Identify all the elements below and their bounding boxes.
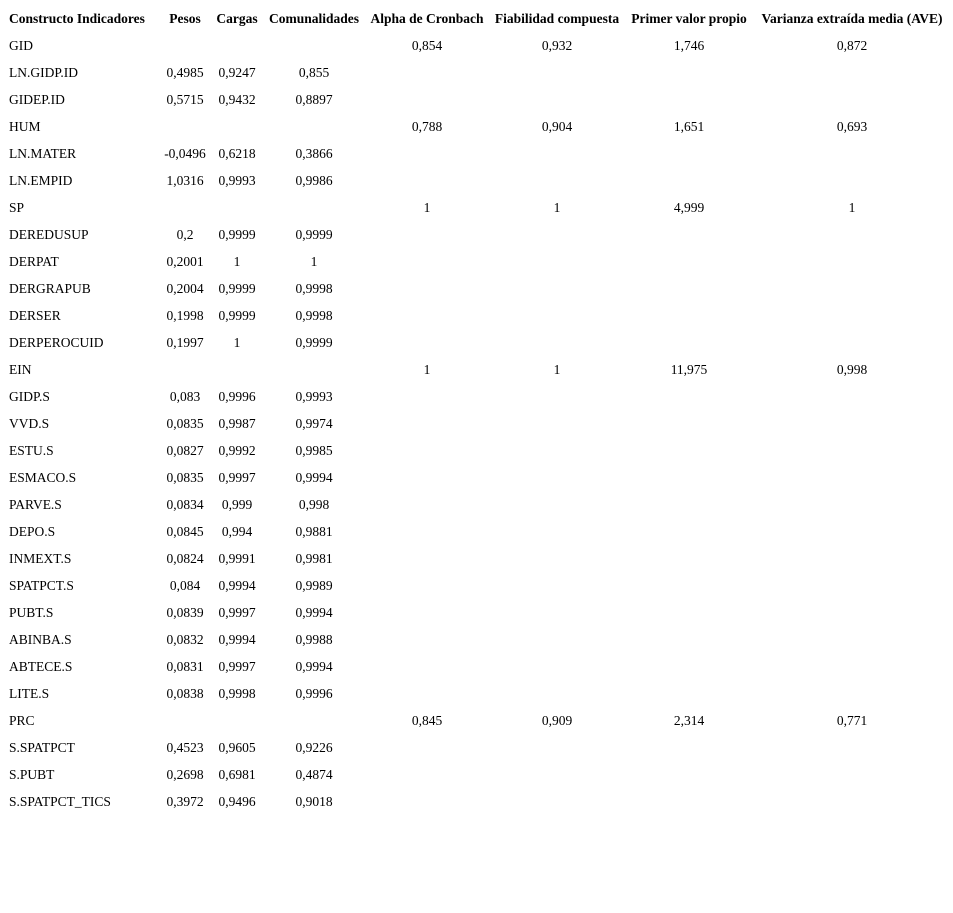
results-table [5, 5, 951, 815]
comunalidades-cell: 0,9999 [295, 334, 333, 350]
indicator-cell: INMEXT.S [9, 550, 72, 566]
cargas-cell: 0,9998 [218, 685, 256, 701]
valor-propio-cell: 1,651 [673, 118, 705, 134]
col-header-comunalidades: Comunalidades [268, 10, 360, 26]
table-row [5, 680, 951, 707]
indicator-cell: HUM [9, 118, 41, 134]
valor-propio-cell [625, 167, 753, 194]
cargas-cell: 0,9997 [218, 604, 256, 620]
cargas-cell: 0,9247 [218, 64, 256, 80]
table-row [5, 302, 951, 329]
alpha-cell [365, 734, 489, 761]
alpha-cell: 0,788 [411, 118, 443, 134]
table-row [5, 113, 951, 140]
table-row [5, 32, 951, 59]
fiabilidad-cell [489, 680, 625, 707]
table-row [5, 167, 951, 194]
ave-cell [753, 626, 951, 653]
fiabilidad-cell [489, 464, 625, 491]
valor-propio-cell [625, 140, 753, 167]
fiabilidad-cell [489, 653, 625, 680]
fiabilidad-cell: 0,904 [541, 118, 573, 134]
comunalidades-cell: 0,9981 [295, 550, 333, 566]
alpha-cell [365, 140, 489, 167]
alpha-cell [365, 761, 489, 788]
alpha-cell: 1 [423, 199, 431, 215]
fiabilidad-cell: 0,909 [541, 712, 573, 728]
pesos-cell: 0,2698 [166, 766, 204, 782]
alpha-cell [365, 86, 489, 113]
pesos-cell: 0,5715 [166, 91, 204, 107]
ave-cell [753, 572, 951, 599]
indicator-cell: LN.MATER [9, 145, 77, 161]
valor-propio-cell [625, 788, 753, 815]
ave-cell [753, 329, 951, 356]
valor-propio-cell [625, 680, 753, 707]
cargas-cell [211, 32, 263, 59]
fiabilidad-cell: 0,932 [541, 37, 573, 53]
indicator-cell: DERSER [9, 307, 61, 323]
table-body [5, 32, 951, 815]
cargas-cell [211, 356, 263, 383]
pesos-cell: 0,0845 [166, 523, 204, 539]
table-row [5, 248, 951, 275]
ave-cell [753, 59, 951, 86]
alpha-cell [365, 788, 489, 815]
fiabilidad-cell [489, 302, 625, 329]
cargas-cell: 0,9999 [218, 280, 256, 296]
pesos-cell [159, 707, 211, 734]
indicator-cell: PARVE.S [9, 496, 62, 512]
pesos-cell: 0,3972 [166, 793, 204, 809]
alpha-cell [365, 329, 489, 356]
cargas-cell: 0,9994 [218, 577, 256, 593]
cargas-cell: 0,9996 [218, 388, 256, 404]
fiabilidad-cell [489, 275, 625, 302]
ave-cell [753, 437, 951, 464]
table-row [5, 221, 951, 248]
pesos-cell: 0,0835 [166, 469, 204, 485]
indicator-cell: PUBT.S [9, 604, 54, 620]
pesos-cell: 0,4523 [166, 739, 204, 755]
cargas-cell: 0,9605 [218, 739, 256, 755]
indicator-cell: LN.GIDP.ID [9, 64, 78, 80]
table-row [5, 491, 951, 518]
col-header-fiabilidad: Fiabilidad compuesta [494, 10, 620, 26]
indicator-cell: S.PUBT [9, 766, 55, 782]
comunalidades-cell: 0,8897 [295, 91, 333, 107]
pesos-cell: 0,2004 [166, 280, 204, 296]
pesos-cell: 0,0834 [166, 496, 204, 512]
cargas-cell: 0,9993 [218, 172, 256, 188]
ave-cell [753, 167, 951, 194]
pesos-cell: 0,2001 [166, 253, 204, 269]
ave-cell [753, 545, 951, 572]
valor-propio-cell [625, 572, 753, 599]
comunalidades-cell: 0,855 [298, 64, 330, 80]
cargas-cell: 0,994 [221, 523, 253, 539]
alpha-cell [365, 599, 489, 626]
fiabilidad-cell [489, 86, 625, 113]
fiabilidad-cell [489, 167, 625, 194]
valor-propio-cell: 4,999 [673, 199, 705, 215]
pesos-cell: 0,1998 [166, 307, 204, 323]
comunalidades-cell [263, 194, 365, 221]
comunalidades-cell: 0,3866 [295, 145, 333, 161]
pesos-cell [159, 113, 211, 140]
indicator-cell: ABTECE.S [9, 658, 73, 674]
comunalidades-cell [263, 707, 365, 734]
pesos-cell: 0,0839 [166, 604, 204, 620]
valor-propio-cell [625, 518, 753, 545]
col-header-ave: Varianza extraída media (AVE) [761, 10, 943, 26]
ave-cell [753, 140, 951, 167]
cargas-cell: 0,9991 [218, 550, 256, 566]
alpha-cell [365, 680, 489, 707]
comunalidades-cell: 0,4874 [295, 766, 333, 782]
comunalidades-cell: 0,9993 [295, 388, 333, 404]
cargas-cell: 1 [233, 334, 241, 350]
fiabilidad-cell [489, 383, 625, 410]
cargas-cell [211, 707, 263, 734]
valor-propio-cell [625, 599, 753, 626]
fiabilidad-cell [489, 221, 625, 248]
cargas-cell: 0,9432 [218, 91, 256, 107]
comunalidades-cell: 0,9998 [295, 307, 333, 323]
col-header-cargas: Cargas [216, 10, 258, 26]
alpha-cell [365, 464, 489, 491]
ave-cell [753, 599, 951, 626]
pesos-cell: 0,4985 [166, 64, 204, 80]
ave-cell [753, 410, 951, 437]
valor-propio-cell [625, 626, 753, 653]
alpha-cell [365, 491, 489, 518]
table-row [5, 599, 951, 626]
valor-propio-cell [625, 437, 753, 464]
alpha-cell [365, 383, 489, 410]
fiabilidad-cell: 1 [553, 361, 561, 377]
alpha-cell [365, 167, 489, 194]
pesos-cell [159, 194, 211, 221]
fiabilidad-cell [489, 410, 625, 437]
alpha-cell [365, 410, 489, 437]
cargas-cell: 0,9999 [218, 226, 256, 242]
comunalidades-cell [263, 32, 365, 59]
alpha-cell [365, 275, 489, 302]
table-row [5, 626, 951, 653]
pesos-cell: 0,084 [169, 577, 201, 593]
table-row [5, 734, 951, 761]
pesos-cell: 0,2 [176, 226, 194, 242]
indicator-cell: LN.EMPID [9, 172, 73, 188]
header-row [5, 5, 951, 32]
comunalidades-cell: 0,9999 [295, 226, 333, 242]
cargas-cell: 0,9994 [218, 631, 256, 647]
comunalidades-cell: 0,9998 [295, 280, 333, 296]
table-row [5, 518, 951, 545]
ave-cell [753, 653, 951, 680]
ave-cell: 0,872 [836, 37, 868, 53]
indicator-cell: LITE.S [9, 685, 50, 701]
alpha-cell: 0,845 [411, 712, 443, 728]
alpha-cell: 1 [423, 361, 431, 377]
indicator-cell: SPATPCT.S [9, 577, 74, 593]
indicator-cell: ABINBA.S [9, 631, 72, 647]
comunalidades-cell: 0,9989 [295, 577, 333, 593]
ave-cell [753, 788, 951, 815]
ave-cell [753, 221, 951, 248]
indicator-cell: PRC [9, 712, 35, 728]
table-row [5, 572, 951, 599]
comunalidades-cell: 0,9226 [295, 739, 333, 755]
cargas-cell [211, 113, 263, 140]
alpha-cell [365, 302, 489, 329]
pesos-cell [159, 356, 211, 383]
fiabilidad-cell [489, 734, 625, 761]
comunalidades-cell: 0,9018 [295, 793, 333, 809]
valor-propio-cell [625, 248, 753, 275]
comunalidades-cell: 0,9881 [295, 523, 333, 539]
fiabilidad-cell [489, 59, 625, 86]
indicator-cell: DEREDUSUP [9, 226, 89, 242]
cargas-cell: 0,9999 [218, 307, 256, 323]
table-row [5, 437, 951, 464]
indicator-cell: GIDP.S [9, 388, 50, 404]
comunalidades-cell: 0,9988 [295, 631, 333, 647]
valor-propio-cell [625, 383, 753, 410]
table-row [5, 140, 951, 167]
fiabilidad-cell [489, 626, 625, 653]
fiabilidad-cell [489, 788, 625, 815]
valor-propio-cell [625, 545, 753, 572]
ave-cell [753, 302, 951, 329]
valor-propio-cell [625, 410, 753, 437]
ave-cell [753, 518, 951, 545]
pesos-cell: 0,0827 [166, 442, 204, 458]
comunalidades-cell: 0,9994 [295, 469, 333, 485]
comunalidades-cell: 1 [310, 253, 318, 269]
ave-cell [753, 383, 951, 410]
cargas-cell: 0,9496 [218, 793, 256, 809]
pesos-cell: 0,0832 [166, 631, 204, 647]
pesos-cell: -0,0496 [164, 145, 206, 161]
table-row [5, 788, 951, 815]
fiabilidad-cell [489, 248, 625, 275]
comunalidades-cell: 0,998 [298, 496, 330, 512]
indicator-cell: ESMACO.S [9, 469, 77, 485]
col-header-constructo: Constructo Indicadores [9, 10, 145, 26]
valor-propio-cell [625, 329, 753, 356]
ave-cell [753, 491, 951, 518]
alpha-cell [365, 545, 489, 572]
ave-cell [753, 761, 951, 788]
alpha-cell [365, 626, 489, 653]
cargas-cell: 0,9992 [218, 442, 256, 458]
valor-propio-cell: 11,975 [670, 361, 708, 377]
col-header-alpha: Alpha de Cronbach [370, 10, 484, 26]
cargas-cell: 0,9997 [218, 469, 256, 485]
table-row [5, 86, 951, 113]
comunalidades-cell: 0,9996 [295, 685, 333, 701]
pesos-cell: 1,0316 [166, 172, 204, 188]
fiabilidad-cell [489, 437, 625, 464]
table-row [5, 653, 951, 680]
ave-cell [753, 275, 951, 302]
fiabilidad-cell [489, 545, 625, 572]
ave-cell [753, 680, 951, 707]
pesos-cell: 0,0824 [166, 550, 204, 566]
indicator-cell: S.SPATPCT_TICS [9, 793, 111, 809]
alpha-cell [365, 59, 489, 86]
alpha-cell [365, 248, 489, 275]
alpha-cell [365, 221, 489, 248]
valor-propio-cell [625, 653, 753, 680]
comunalidades-cell: 0,9985 [295, 442, 333, 458]
indicator-cell: DERGRAPUB [9, 280, 91, 296]
indicator-cell: DERPEROCUID [9, 334, 104, 350]
comunalidades-cell [263, 113, 365, 140]
col-header-pesos: Pesos [169, 10, 201, 26]
ave-cell: 0,998 [836, 361, 868, 377]
pesos-cell: 0,1997 [166, 334, 204, 350]
fiabilidad-cell [489, 761, 625, 788]
ave-cell: 0,771 [836, 712, 868, 728]
table-row [5, 383, 951, 410]
ave-cell [753, 734, 951, 761]
table-row [5, 761, 951, 788]
fiabilidad-cell [489, 140, 625, 167]
table-row [5, 410, 951, 437]
indicator-cell: S.SPATPCT [9, 739, 75, 755]
indicator-cell: EIN [9, 361, 32, 377]
valor-propio-cell: 2,314 [673, 712, 705, 728]
table-row [5, 194, 951, 221]
ave-cell [753, 248, 951, 275]
table-row [5, 59, 951, 86]
col-header-valor-propio: Primer valor propio [631, 10, 747, 26]
valor-propio-cell [625, 734, 753, 761]
pesos-cell: 0,0831 [166, 658, 204, 674]
valor-propio-cell [625, 86, 753, 113]
pesos-cell: 0,0835 [166, 415, 204, 431]
valor-propio-cell [625, 221, 753, 248]
fiabilidad-cell [489, 599, 625, 626]
cargas-cell [211, 194, 263, 221]
pesos-cell: 0,083 [169, 388, 201, 404]
valor-propio-cell [625, 761, 753, 788]
valor-propio-cell: 1,746 [673, 37, 705, 53]
alpha-cell [365, 518, 489, 545]
indicator-cell: GID [9, 37, 33, 53]
valor-propio-cell [625, 491, 753, 518]
ave-cell [753, 464, 951, 491]
comunalidades-cell [263, 356, 365, 383]
valor-propio-cell [625, 464, 753, 491]
indicator-cell: GIDEP.ID [9, 91, 65, 107]
indicator-cell: ESTU.S [9, 442, 54, 458]
cargas-cell: 0,999 [221, 496, 253, 512]
fiabilidad-cell [489, 329, 625, 356]
cargas-cell: 0,9987 [218, 415, 256, 431]
valor-propio-cell [625, 275, 753, 302]
indicator-cell: DEPO.S [9, 523, 56, 539]
comunalidades-cell: 0,9986 [295, 172, 333, 188]
cargas-cell: 0,9997 [218, 658, 256, 674]
pesos-cell: 0,0838 [166, 685, 204, 701]
comunalidades-cell: 0,9974 [295, 415, 333, 431]
ave-cell [753, 86, 951, 113]
cargas-cell: 0,6218 [218, 145, 256, 161]
cargas-cell: 1 [233, 253, 241, 269]
alpha-cell [365, 572, 489, 599]
table-row [5, 356, 951, 383]
table-row [5, 545, 951, 572]
comunalidades-cell: 0,9994 [295, 604, 333, 620]
indicator-cell: VVD.S [9, 415, 50, 431]
cargas-cell: 0,6981 [218, 766, 256, 782]
indicator-cell: SP [9, 199, 25, 215]
table-row [5, 464, 951, 491]
ave-cell: 1 [848, 199, 856, 215]
fiabilidad-cell: 1 [553, 199, 561, 215]
fiabilidad-cell [489, 518, 625, 545]
alpha-cell: 0,854 [411, 37, 443, 53]
indicator-cell: DERPAT [9, 253, 59, 269]
table-row [5, 329, 951, 356]
valor-propio-cell [625, 302, 753, 329]
alpha-cell [365, 653, 489, 680]
fiabilidad-cell [489, 572, 625, 599]
table-row [5, 707, 951, 734]
pesos-cell [159, 32, 211, 59]
alpha-cell [365, 437, 489, 464]
fiabilidad-cell [489, 491, 625, 518]
ave-cell: 0,693 [836, 118, 868, 134]
comunalidades-cell: 0,9994 [295, 658, 333, 674]
table-row [5, 275, 951, 302]
valor-propio-cell [625, 59, 753, 86]
